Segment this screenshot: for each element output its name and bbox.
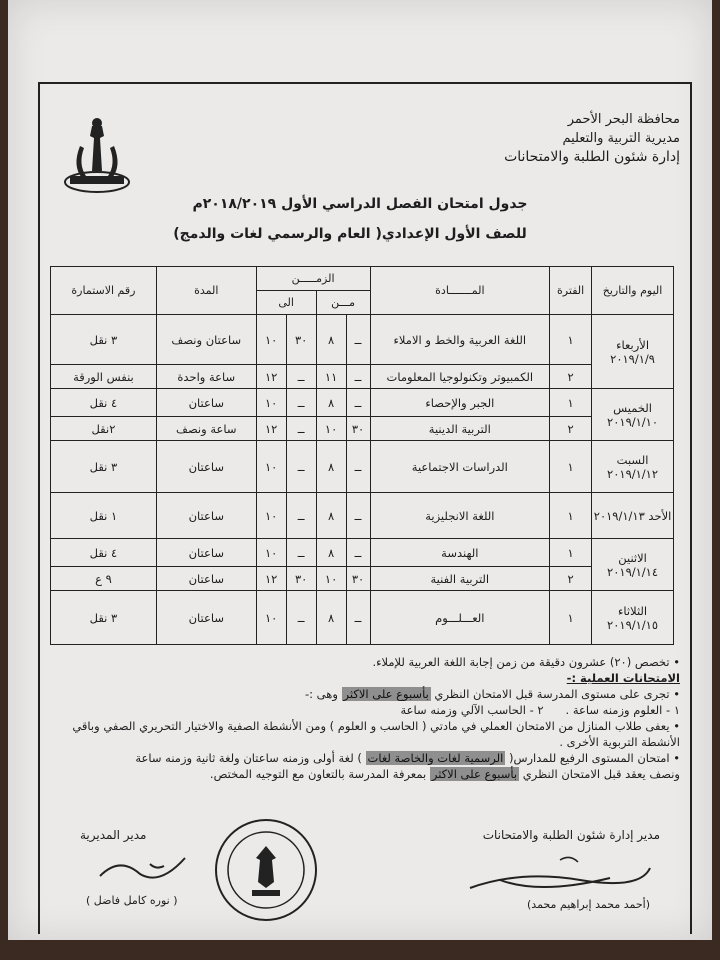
from-minute-cell: ــ: [346, 389, 370, 417]
subject-cell: الهندسة: [370, 539, 550, 567]
duration-cell: ساعتان: [156, 591, 256, 645]
to-hour-cell: ١٠: [256, 389, 286, 417]
from-minute-cell: ــ: [346, 365, 370, 389]
to-hour-cell: ١٠: [256, 441, 286, 493]
period-cell: ١: [550, 315, 592, 365]
from-minute-cell: ٣٠: [346, 417, 370, 441]
to-minute-cell: ٣٠: [286, 315, 316, 365]
to-hour-cell: ١٠: [256, 591, 286, 645]
subject-cell: التربية الدينية: [370, 417, 550, 441]
form-cell: بنفس الورقة: [51, 365, 157, 389]
header-subject: المـــــــادة: [370, 267, 550, 315]
signature-title-exams-director: مدير إدارة شئون الطلبة والامتحانات: [482, 828, 660, 842]
duration-cell: ساعة واحدة: [156, 365, 256, 389]
form-cell: ٤ نقل: [51, 539, 157, 567]
duration-cell: ساعتان: [156, 389, 256, 417]
header-to: الى: [256, 291, 316, 315]
highlight-week: بأسبوع على الاكثر: [343, 687, 429, 701]
day-cell: الأحد ٢٠١٩/١/١٣: [592, 493, 674, 539]
to-minute-cell: ــ: [286, 493, 316, 539]
day-cell: الخميس ٢٠١٩/١/١٠: [592, 389, 674, 441]
period-cell: ٢: [550, 567, 592, 591]
from-minute-cell: ٣٠: [346, 567, 370, 591]
table-row: [51, 417, 674, 441]
to-hour-cell: ١٠: [256, 539, 286, 567]
note-dictation: • تخصص (٢٠) عشرون دقيقة من زمن إجابة اللغة العربية للإملاء.: [372, 655, 680, 669]
period-cell: ١: [550, 591, 592, 645]
header-period: الفترة: [550, 267, 592, 315]
handwritten-signature: [90, 846, 200, 890]
form-cell: ٩ ع: [51, 567, 157, 591]
table-row: [51, 567, 674, 591]
period-cell: ٢: [550, 365, 592, 389]
form-cell: ٣ نقل: [51, 315, 157, 365]
signature-name-exams-director: (أحمد محمد إبراهيم محمد): [527, 898, 650, 911]
table-row: [51, 389, 674, 417]
to-minute-cell: ــ: [286, 441, 316, 493]
to-hour-cell: ١٢: [256, 567, 286, 591]
to-minute-cell: ــ: [286, 389, 316, 417]
table-row: [51, 493, 674, 539]
from-minute-cell: ــ: [346, 539, 370, 567]
to-minute-cell: ٣٠: [286, 567, 316, 591]
duration-cell: ساعتان: [156, 441, 256, 493]
department-line: إدارة شئون الطلبة والامتحانات: [504, 149, 680, 165]
from-hour-cell: ٨: [316, 539, 346, 567]
to-hour-cell: ١٢: [256, 417, 286, 441]
period-cell: ١: [550, 389, 592, 417]
to-minute-cell: ــ: [286, 365, 316, 389]
header-duration: المدة: [156, 267, 256, 315]
header-time: الزمـــــن: [256, 267, 370, 291]
schedule-subtitle: للصف الأول الإعدادي( العام والرسمي لغات والدمج): [173, 226, 527, 242]
form-cell: ٤ نقل: [51, 389, 157, 417]
table-row: [51, 441, 674, 493]
from-hour-cell: ١٠: [316, 567, 346, 591]
to-minute-cell: ــ: [286, 539, 316, 567]
from-hour-cell: ٨: [316, 441, 346, 493]
header-form: رقم الاستمارة: [51, 267, 157, 315]
table-row: [51, 539, 674, 567]
ministry-logo: [62, 116, 132, 196]
note-advanced-level: • امتحان المستوى الرفيع للمدارس( الرسمية لغات والخاصة لغات ) لغة أولى وزمنه ساعتان ولغة ثانية وزمنه ساعة: [135, 751, 680, 765]
from-minute-cell: ــ: [346, 591, 370, 645]
period-cell: ١: [550, 441, 592, 493]
from-minute-cell: ــ: [346, 493, 370, 539]
letterhead: [504, 110, 680, 167]
subject-cell: الدراسات الاجتماعية: [370, 441, 550, 493]
note-advanced-timing: ونصف يعقد قبل الامتحان النظري بأسبوع على الاكثر بمعرفة المدرسة بالتعاون مع التوجيه المختص.: [209, 767, 680, 781]
form-cell: ٢نقل: [51, 417, 157, 441]
from-hour-cell: ٨: [316, 493, 346, 539]
highlight-week: بأسبوع على الاكثر: [431, 767, 518, 781]
duration-cell: ساعتان ونصف: [156, 315, 256, 365]
from-hour-cell: ٨: [316, 389, 346, 417]
from-hour-cell: ١٠: [316, 417, 346, 441]
signature-title-directorate-director: مدير المديرية: [80, 828, 147, 842]
to-hour-cell: ١٠: [256, 493, 286, 539]
form-cell: ٣ نقل: [51, 441, 157, 493]
day-cell: السبت ٢٠١٩/١/١٢: [592, 441, 674, 493]
to-minute-cell: ــ: [286, 591, 316, 645]
subject-cell: الجبر والإحصاء: [370, 389, 550, 417]
day-cell: الثلاثاء ٢٠١٩/١/١٥: [592, 591, 674, 645]
to-hour-cell: ١٠: [256, 315, 286, 365]
duration-cell: ساعتان: [156, 493, 256, 539]
duration-cell: ساعتان: [156, 539, 256, 567]
from-hour-cell: ٨: [316, 315, 346, 365]
governorate-line: محافظة البحر الأحمر: [567, 112, 680, 127]
subject-cell: اللغة الانجليزية: [370, 493, 550, 539]
directorate-line: مديرية التربية والتعليم: [562, 131, 680, 146]
signature-name-directorate-director: ( نوره كامل فاضل ): [86, 894, 178, 907]
duration-cell: ساعتان: [156, 567, 256, 591]
duration-cell: ساعة ونصف: [156, 417, 256, 441]
table-row: [51, 315, 674, 365]
from-minute-cell: ــ: [346, 441, 370, 493]
form-cell: ١ نقل: [51, 493, 157, 539]
exam-schedule-table: [50, 266, 674, 645]
handwritten-signature: [460, 850, 660, 900]
schedule-title: جدول امتحان الفصل الدراسي الأول ٢٠١٨/٢٠١٩م: [192, 196, 528, 212]
header-day: اليوم والتاريخ: [592, 267, 674, 315]
day-cell: الأربعاء ٢٠١٩/١/٩: [592, 315, 674, 389]
note-practical-timing: • تجرى على مستوى المدرسة قبل الامتحان النظري بأسبوع على الاكثر وهى :-: [305, 687, 680, 701]
subject-cell: اللغة العربية والخط و الاملاء: [370, 315, 550, 365]
subject-cell: التربية الفنية: [370, 567, 550, 591]
header-from: مـــن: [316, 291, 370, 315]
official-seal: [212, 816, 320, 924]
exam-notes: [40, 654, 680, 782]
note-home-students: • يعفى طلاب المنازل من الامتحان العملي في مادتي ( الحاسب و العلوم ) ومن الأنشطة الصفية والاختيار التحريري الصفي وباقي الأنشطة التربوية الأخرى .: [72, 719, 680, 749]
table-row: [51, 591, 674, 645]
highlight-schools: الرسمية لغات والخاصة لغات: [367, 751, 504, 765]
period-cell: ٢: [550, 417, 592, 441]
period-cell: ١: [550, 493, 592, 539]
from-hour-cell: ٨: [316, 591, 346, 645]
subject-cell: الكمبيوتر وتكنولوجيا المعلومات: [370, 365, 550, 389]
from-hour-cell: ١١: [316, 365, 346, 389]
note-practical-subjects: ١ - العلوم وزمنه ساعة . ٢ - الحاسب الآلي وزمنه ساعة: [400, 703, 680, 717]
to-minute-cell: ــ: [286, 417, 316, 441]
from-minute-cell: ــ: [346, 315, 370, 365]
practical-exams-heading: الامتحانات العملية :-: [566, 671, 680, 685]
subject-cell: العـــلـــوم: [370, 591, 550, 645]
form-cell: ٣ نقل: [51, 591, 157, 645]
table-header-row: [51, 267, 674, 291]
to-hour-cell: ١٢: [256, 365, 286, 389]
period-cell: ١: [550, 539, 592, 567]
table-row: [51, 365, 674, 389]
day-cell: الاثنين ٢٠١٩/١/١٤: [592, 539, 674, 591]
